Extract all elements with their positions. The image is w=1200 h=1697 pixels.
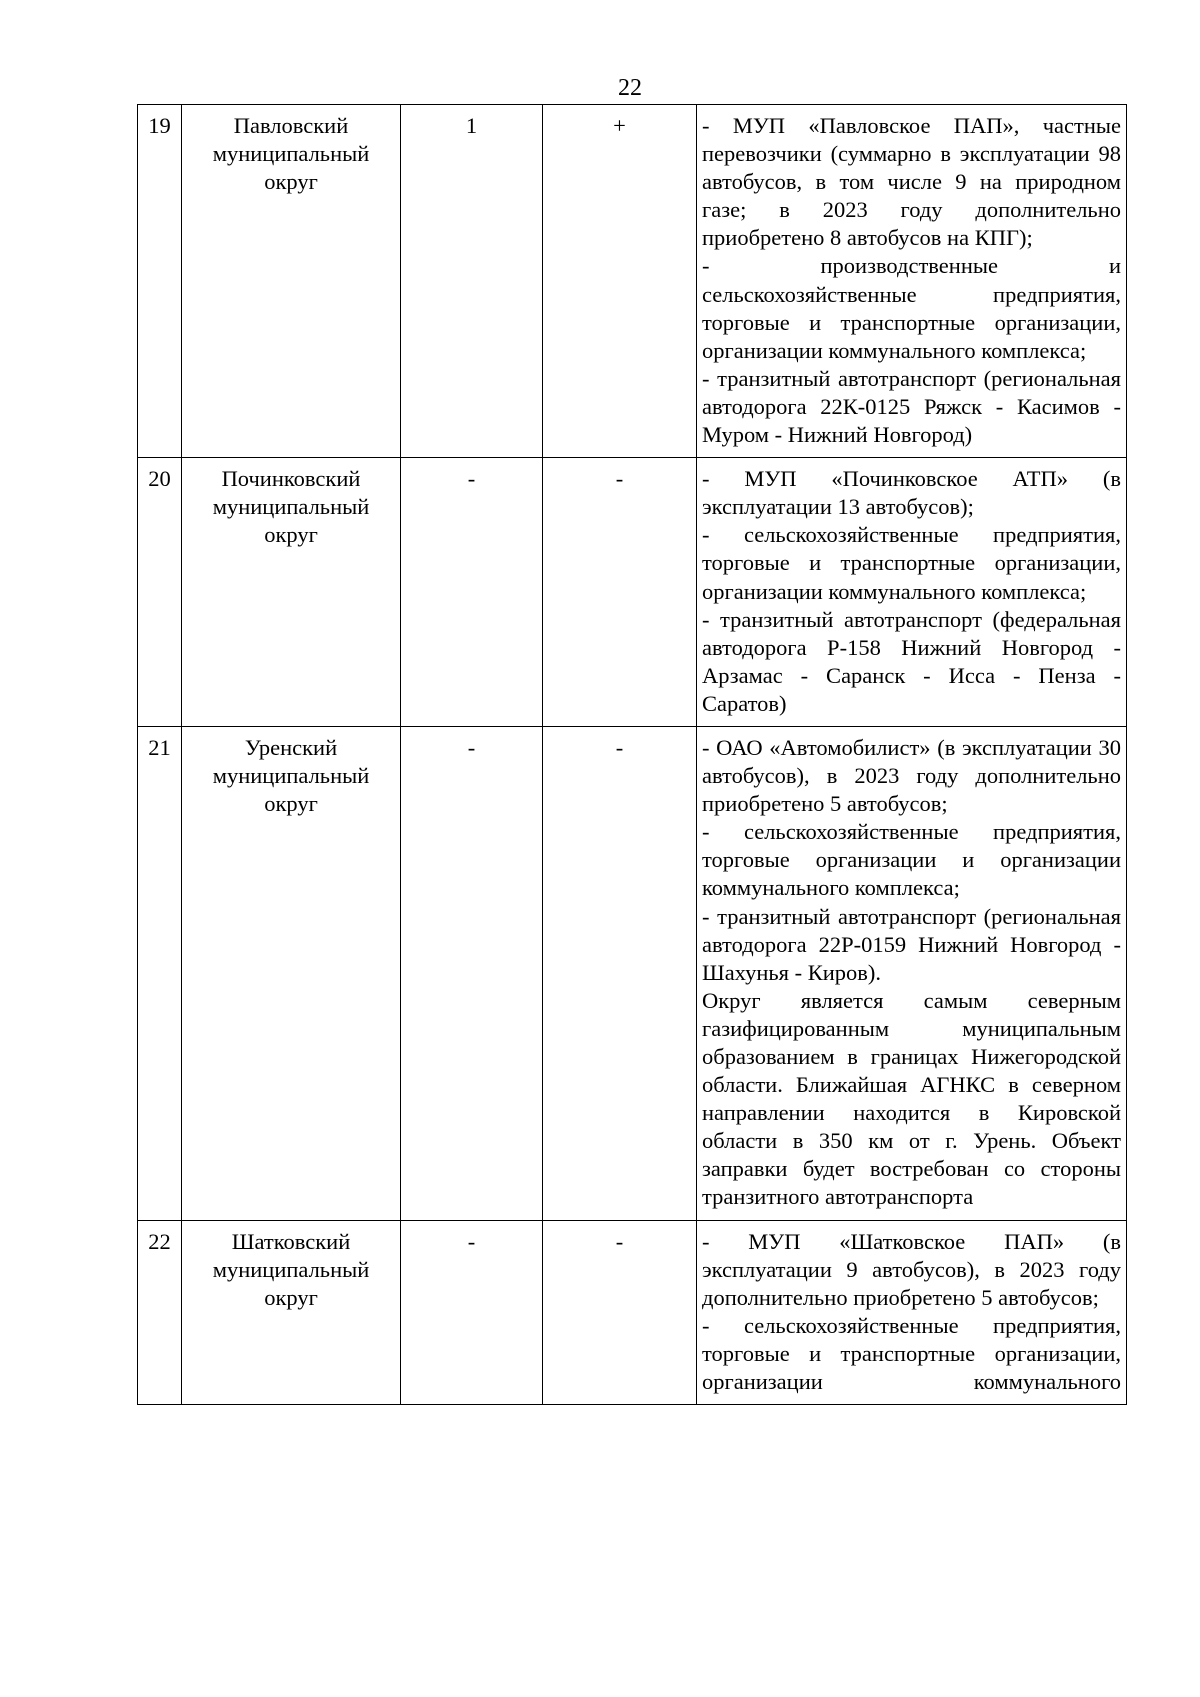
district-name-line: муниципальный: [212, 763, 370, 789]
consumers-description: [697, 726, 1127, 1220]
column-value-1: 1: [401, 105, 543, 458]
district-name: [182, 458, 401, 727]
description-paragraph: - транзитный автотранспорт (региональная автодорога 22К-0125 Ряжск - Касимов - Муром - Нижний Новгород): [702, 365, 1121, 448]
district-name-line: Уренский: [244, 734, 338, 760]
district-name: [182, 726, 401, 1220]
description-paragraph: Округ является самым северным газифицированным муниципальным образованием в границах Нижегородской области. Ближайшая АГНКС в северном направлении находится в Кировской области в 350 км от г. Урень. Объект заправки будет востребован со стороны транзитного автотранспорта: [702, 987, 1121, 1210]
district-name-line: Починковский: [221, 466, 361, 492]
description-paragraph: - ОАО «Автомобилист» (в эксплуатации 30 автобусов), в 2023 году дополнительно приобретено 5 автобусов;: [702, 734, 1121, 817]
row-number: 19: [138, 105, 182, 458]
description-paragraph: - транзитный автотранспорт (региональная автодорога 22Р-0159 Нижний Новгород - Шахунья - Киров).: [702, 903, 1121, 985]
description-paragraph: - транзитный автотранспорт (федеральная автодорога Р-158 Нижний Новгород - Арзамас - Саранск - Исса - Пенза - Саратов): [702, 606, 1121, 716]
column-value-1: -: [401, 726, 543, 1220]
district-name: [182, 1220, 401, 1405]
consumers-description: [697, 1220, 1127, 1405]
row-number: 20: [138, 458, 182, 727]
district-name-line: Павловский: [233, 113, 349, 138]
description-paragraph: - сельскохозяйственные предприятия, торговые и транспортные организации, организации коммунального комплекса;: [702, 522, 1121, 604]
table-row: [138, 726, 1127, 1220]
description-paragraph: - производственные и сельскохозяйственные предприятия, торговые и транспортные организации, организации коммунального комплекса;: [702, 253, 1121, 363]
column-value-1: -: [401, 1220, 543, 1405]
district-name-line: округ: [264, 169, 318, 195]
description-paragraph: - МУП «Шатковское ПАП» (в эксплуатации 9 автобусов), в 2023 году дополнительно приобретено 5 автобусов;: [702, 1228, 1121, 1310]
consumers-description: [697, 105, 1127, 458]
district-name-line: округ: [264, 522, 318, 548]
page-number: 22: [618, 75, 642, 101]
row-number: 21: [138, 726, 182, 1220]
district-name-line: муниципальный: [212, 141, 370, 167]
column-value-2: -: [543, 458, 697, 727]
description-paragraph: - МУП «Павловское ПАП», частные перевозчики (суммарно в эксплуатации 98 автобусов, в том числе 9 на природном газе; в 2023 году дополнительно приобретено 8 автобусов на КПГ);: [702, 113, 1121, 251]
municipal-districts-table: [137, 104, 1127, 1405]
district-name-line: округ: [264, 1284, 318, 1310]
description-paragraph: - сельскохозяйственные предприятия, торговые организации и организации коммунального комплекса;: [702, 819, 1121, 901]
column-value-1: -: [401, 458, 543, 727]
column-value-2: -: [543, 726, 697, 1220]
table-row: [138, 458, 1127, 727]
row-number: 22: [138, 1220, 182, 1405]
description-paragraph: - МУП «Починковское АТП» (в эксплуатации 13 автобусов);: [702, 466, 1121, 520]
district-name-line: муниципальный: [212, 494, 370, 520]
column-value-2: +: [543, 105, 697, 458]
consumers-description: [697, 458, 1127, 727]
district-name-line: муниципальный: [212, 1256, 370, 1282]
table-row: [138, 1220, 1127, 1405]
table-row: [138, 105, 1127, 458]
description-paragraph: - сельскохозяйственные предприятия, торговые и транспортные организации, организации коммунального: [702, 1312, 1121, 1395]
district-name: [182, 105, 401, 458]
district-name-line: Шатковский: [231, 1228, 351, 1254]
column-value-2: -: [543, 1220, 697, 1405]
district-name-line: округ: [264, 791, 318, 817]
